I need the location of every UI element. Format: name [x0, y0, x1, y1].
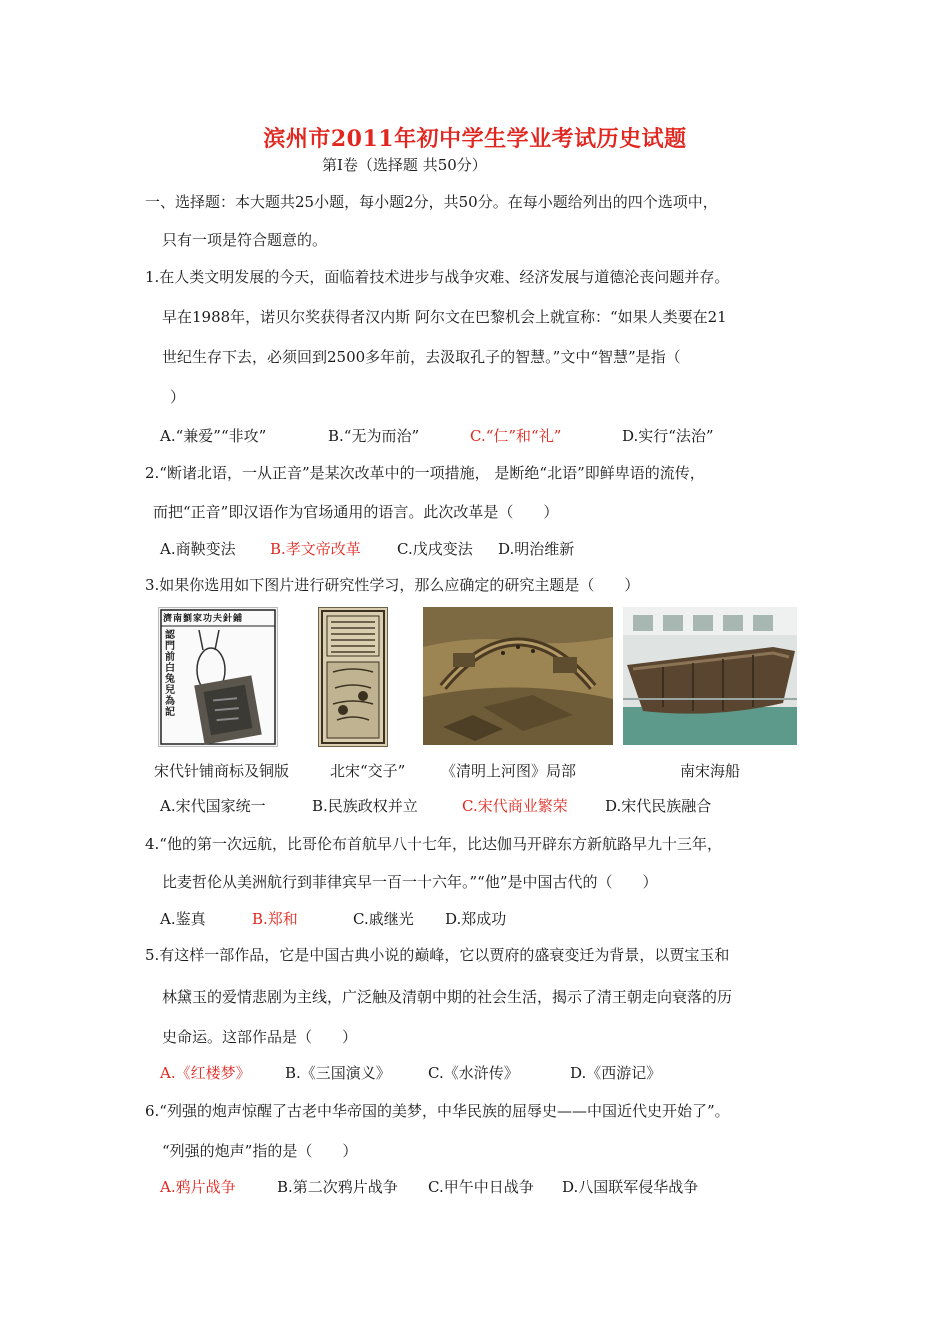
q6-option-d: D.八国联军侵华战争 [562, 1178, 699, 1196]
q3-line1: 3.如果你选用如下图片进行研究性学习，那么应确定的研究主题是（ ） [145, 576, 640, 594]
q5-line1: 5.有这样一部作品，它是中国古典小说的巅峰，它以贾府的盛衰变迁为背景，以贾宝玉和 [145, 946, 730, 964]
exam-subtitle: 第Ⅰ卷（选择题 共50分） [322, 156, 487, 174]
qingming-scroll-image [423, 607, 613, 745]
q5-option-d: D.《西游记》 [570, 1064, 662, 1082]
q2-line1: 2.“断诸北语，一从正音”是某次改革中的一项措施， 是断绝“北语”即鲜卑语的流传， [145, 464, 705, 482]
q4-option-b-answer: B.郑和 [252, 910, 298, 928]
q1-options [0, 425, 950, 445]
exam-title: 滨州市2011年初中学生学业考试历史试题 [263, 126, 687, 152]
q4-option-d: D.郑成功 [445, 910, 507, 928]
q3-caption-qingming: 《清明上河图》局部 [441, 762, 577, 780]
q2-option-a: A.商鞅变法 [160, 540, 236, 558]
q2-option-b-answer: B.孝文帝改革 [270, 540, 361, 558]
section-instruction-line1: 一、选择题：本大题共25小题，每小题2分，共50分。在每小题给列出的四个选项中， [145, 193, 718, 211]
q1-line3: 世纪生存下去，必须回到2500多年前，去汲取孔子的智慧。”文中“智慧”是指（ [162, 348, 681, 366]
q4-option-a: A.鉴真 [160, 910, 206, 928]
q6-line2: “列强的炮声”指的是（ ） [162, 1142, 358, 1160]
jiaozi-banknote-drawing [319, 608, 387, 746]
southern-song-ship-image [623, 607, 797, 745]
q6-option-b: B.第二次鸦片战争 [277, 1178, 398, 1196]
q3-caption-jiaozi: 北宋“交子” [330, 762, 406, 780]
q1-option-b: B.“无为而治” [328, 427, 420, 445]
q5-options [0, 1062, 950, 1082]
southern-song-ship-drawing [623, 607, 797, 745]
q3-caption-ship: 南宋海船 [680, 762, 741, 780]
q3-option-b: B.民族政权并立 [312, 797, 418, 815]
q6-line1: 6.“列强的炮声惊醒了古老中华帝国的美梦，中华民族的屈辱史——中国近代史开始了”。 [145, 1102, 730, 1120]
q1-line2: 早在1988年，诺贝尔奖获得者汉内斯 阿尔文在巴黎机会上就宣称：“如果人类要在21 [162, 308, 727, 326]
q5-option-a-answer: A.《红楼梦》 [160, 1064, 251, 1082]
q1-line1: 1.在人类文明发展的今天，面临着技术进步与战争灾难、经济发展与道德沦丧问题并存。 [145, 268, 730, 286]
trademark-heading-text: 濟南劉家功夫針鋪 [163, 614, 244, 624]
q1-option-d: D.实行“法治” [622, 427, 714, 445]
q5-option-c: C.《水浒传》 [428, 1064, 519, 1082]
q1-option-c-answer: C.“仁”和“礼” [470, 427, 562, 445]
q2-options [0, 538, 950, 558]
trademark-side-text: 認門前白兔兒為記 [165, 630, 175, 718]
q5-line2: 林黛玉的爱情悲剧为主线，广泛触及清朝中期的社会生活，揭示了清王朝走向衰落的历 [162, 988, 733, 1006]
needle-shop-trademark-image [158, 607, 278, 747]
q6-options [0, 1176, 950, 1196]
q1-option-a: A.“兼爱”“非攻” [160, 427, 267, 445]
q3-option-d: D.宋代民族融合 [605, 797, 712, 815]
jiaozi-banknote-image [318, 607, 388, 747]
q4-option-c: C.戚继光 [353, 910, 414, 928]
q5-option-b: B.《三国演义》 [285, 1064, 391, 1082]
q3-options [0, 795, 950, 815]
q3-option-a: A.宋代国家统一 [160, 797, 266, 815]
q2-line2: 而把“正音”即汉语作为官场通用的语言。此次改革是（ ） [153, 503, 559, 521]
q4-line2: 比麦哲伦从美洲航行到菲律宾早一百一十六年。”“他”是中国古代的（ ） [162, 873, 658, 891]
q2-option-d: D.明治维新 [498, 540, 575, 558]
qingming-scroll-drawing [423, 607, 613, 745]
section-instruction-line2: 只有一项是符合题意的。 [162, 231, 328, 249]
q4-line1: 4.“他的第一次远航，比哥伦布首航早八十七年，比达伽马开辟东方新航路早九十三年， [145, 835, 722, 853]
q1-line4: ） [170, 388, 186, 406]
q2-option-c: C.戊戌变法 [397, 540, 473, 558]
q4-options [0, 908, 950, 928]
q6-option-c: C.甲午中日战争 [428, 1178, 534, 1196]
q3-caption-needle-shop: 宋代针铺商标及铜版 [154, 762, 290, 780]
q6-option-a-answer: A.鸦片战争 [160, 1178, 236, 1196]
q3-option-c-answer: C.宋代商业繁荣 [462, 797, 568, 815]
q5-line3: 史命运。这部作品是（ ） [162, 1028, 358, 1046]
